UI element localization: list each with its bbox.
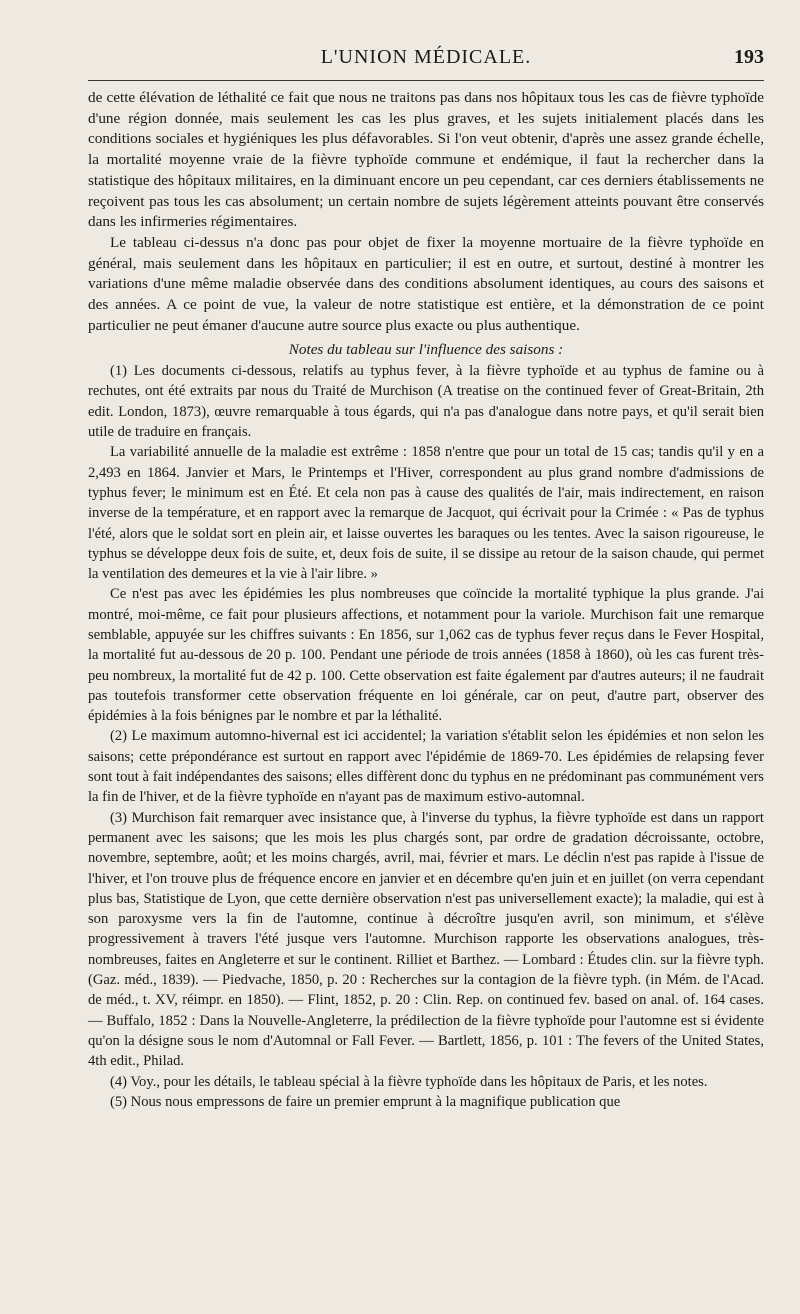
note-paragraph: La variabilité annuelle de la maladie est extrême : 1858 n'entre que pour un total de 15 cas; tandis qu'il y en a 2,493 en 1864. Janvier et Mars, le Printemps et l'Hiver, correspondent au plus grand nombre d'admissions de typhus fever; le minimum est en Été. Et cela non pas à cause des qualités de l'air, mais indirectement, en raison inverse de la température, et en rapport avec la remarque de Jacquot, qui écrivait pour la Crimée : « Pas de typhus l'été, alors que le soldat sort en plein air, et laisse ouvertes les baraques ou les tentes. Avec la saison rigoureuse, le typhus se développe deux fois de suite, et, deux fois de suite, il se dissipe au retour de la saison chaude, qui permet la ventilation des demeures et la vie à l'air libre. » [88,444,764,583]
note-paragraph: (2) Le maximum automno-hivernal est ici accidentel; la variation s'établit selon les épidémies et non selon les saisons; cette prépondérance est surtout en rapport avec l'épidémie de 1869-70. Les épidémies de relapsing fever sont tout à fait indépendantes des saisons; elles diffèrent donc du typhus en ne prédominant pas communément vers la fin de l'hiver, et de la fièvre typhoïde en n'ayant pas de maximum estivo-automnal. [88,728,764,806]
running-header [88,44,764,74]
notes-section [88,361,764,1112]
journal-title: L'UNION MÉDICALE. [320,46,532,68]
body-paragraph: de cette élévation de léthalité ce fait que nous ne traitons pas dans nos hôpitaux tous les cas de fièvre typhoïde d'une région donnée, mais seulement les cas les plus graves, et les sujets initialement placés dans les conditions sociales et hygiéniques les plus défavorables. Si l'on veut obtenir, d'après une assez grande échelle, la mortalité moyenne vraie de la fièvre typhoïde commune et endémique, il faut la rechercher dans la statistique des hôpitaux militaires, en la diminuant encore un peu cependant, car ces derniers établissements ne reçoivent pas tous les cas absolument; un certain nombre de sujets légèrement atteints pouvant être conservés dans les infirmeries régimentaires. [88,89,764,231]
notes-heading: Notes du tableau sur l'influence des saisons : [288,341,564,359]
note-paragraph: (5) Nous nous empressons de faire un premier emprunt à la magnifique publication que [110,1093,621,1110]
note-paragraph: (1) Les documents ci-dessous, relatifs au typhus fever, à la fièvre typhoïde et au typhus de famine ou à rechutes, ont été extraits par nous du Traité de Murchison (A treatise on the continued fever of Great-Britain, 2th edit. London, 1873), œuvre remarquable à tous égards, qui n'a pas d'analogue dans notre pays, et qu'il serait bien utile de traduire en français. [88,363,764,441]
note-paragraph: (3) Murchison fait remarquer avec insistance que, à l'inverse du typhus, la fièvre typhoïde est dans un rapport permanent avec les saisons; que les mois les plus chargés sont, par ordre de gradation décroissante, octobre, novembre, septembre, août; et les moins chargés, avril, mai, février et mars. Le déclin n'est pas rapide à l'issue de l'hiver, et l'on trouve plus de fréquence encore en janvier et en décembre qu'en juin et en juillet (on verra cependant plus bas, Statistique de Lyon, que cette dernière observation n'est pas universellement exacte); la maladie, qui est à son paroxysme vers la fin de l'automne, continue à décroître jusqu'en avril, son minimum, et s'élève progressivement à travers l'été jusque vers l'automne. Murchison rapporte les observations analogues, très-nombreuses, faites en Angleterre et sur le continent. Rilliet et Barthez. — Lombard : Études clin. sur la fièvre typh. (Gaz. méd., 1839). — Piedvache, 1850, p. 20 : Recherches sur la contagion de la fièvre typh. (in Mém. de l'Acad. de méd., t. XV, réimpr. en 1850). — Flint, 1852, p. 20 : Clin. Rep. on continued fev. based on anal. of. 164 cases. — Buffalo, 1852 : Dans la Nouvelle-Angleterre, la prédilection de la fièvre typhoïde pour l'automne est si évidente qu'on la désigne sous le nom d'Automnal or Fall Fever. — Bartlett, 1856, p. 101 : The fevers of the United States, 4th edit., Philad. [88,809,764,1070]
body-paragraph: Le tableau ci-dessus n'a donc pas pour objet de fixer la moyenne mortuaire de la fièvre typhoïde en général, mais seulement dans les hôpitaux en particulier; il est en outre, et surtout, destiné à montrer les variations d'une même maladie observée dans des conditions absolument identiques, au cours des saisons et des années. A ce point de vue, la valeur de notre statistique est entière, et la démonstration de ce point particulier ne peut émaner d'aucune autre source plus exacte ou plus authentique. [88,233,764,334]
article-body [88,88,764,1112]
header-rule [88,80,764,81]
note-paragraph: Ce n'est pas avec les épidémies les plus nombreuses que coïncide la mortalité typhique la plus grande. J'ai montré, moi-même, ce fait pour plusieurs affections, et notamment pour la variole. Murchison fait une remarque semblable, appuyée sur les chiffres suivants : En 1856, sur 1,062 cas de typhus fever reçus dans le Fever Hospital, la mortalité fut au-dessous de 20 p. 100. Pendant une période de trois années (1858 à 1860), où les cas furent très-peu nombreux, la mortalité fut de 42 p. 100. Cette observation est faite également par d'autres auteurs; il ne faudrait pas toutefois transformer cette observation fréquente en loi générale, car on peut, d'autre part, observer des épidémies à la fois bénignes par le nombre et par la léthalité. [88,586,764,725]
note-paragraph: (4) Voy., pour les détails, le tableau spécial à la fièvre typhoïde dans les hôpitaux de Paris, et les notes. [110,1073,708,1090]
page-number: 193 [734,46,764,68]
